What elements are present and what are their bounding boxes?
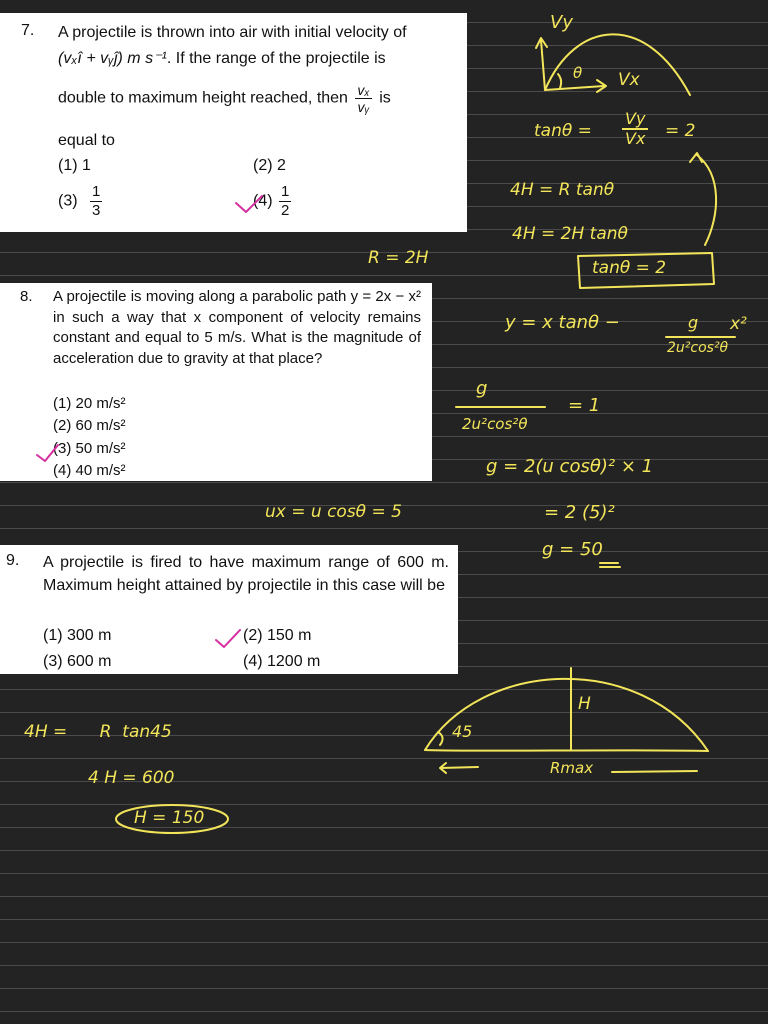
question-7-line1: A projectile is thrown into air with initial velocity of: [58, 24, 407, 41]
arrow-curve-to-tan: [690, 153, 716, 245]
underline-g50: [600, 563, 620, 567]
q9-option-3[interactable]: (3) 600 m: [43, 653, 112, 670]
answer-H-150: H = 150: [134, 808, 205, 828]
fraction-numerator: 1: [281, 183, 290, 200]
equals-two: = 2: [665, 121, 696, 141]
q8-option-4[interactable]: (4) 40 m/s²: [53, 462, 126, 479]
question-8-text: A projectile is moving along a parabolic path y = 2x − x² in such a way that x component of velocity remains constant and equal to 5 m/s. What is the magnitude of acceleration due to gravity at that place?: [53, 288, 421, 367]
trajectory-g: g: [688, 313, 699, 332]
q9-option-4[interactable]: (4) 1200 m: [243, 653, 321, 670]
trajectory-x2: x²: [730, 314, 747, 334]
tan-fraction: [622, 110, 648, 148]
launch-angle-arc: [558, 74, 561, 88]
rmax-label: Rmax: [550, 759, 594, 777]
eq-R-2H: R = 2H: [368, 248, 429, 268]
vy-label: Vy: [550, 12, 573, 33]
eq-4H-R-tan: 4H = R tanθ: [510, 180, 615, 200]
question-7-line4: equal to: [58, 132, 115, 149]
trajectory-denominator: 2u²cos²θ: [667, 340, 729, 356]
velocity-expression: (vₓî + vᵧĵ) m s⁻¹: [58, 50, 167, 67]
fraction-denominator: 2: [281, 202, 290, 219]
angle-45-label: 45: [452, 722, 473, 741]
question-7-number: 7.: [21, 22, 35, 39]
question-7-line3-end: is: [379, 89, 391, 107]
q9-option-2[interactable]: (2) 150 m: [243, 627, 312, 644]
question-9-number: 9.: [6, 552, 20, 569]
q7-option-4-label: (4): [253, 192, 273, 210]
tick-mark-q8: [37, 445, 58, 461]
fraction-numerator: 1: [92, 183, 101, 200]
q9-range-baseline: [425, 750, 708, 751]
g-equation: g = 2(u cosθ)² × 1: [486, 456, 654, 477]
height-label-H: H: [578, 694, 591, 714]
q9-angle-arc: [438, 732, 443, 745]
vx-label: Vx: [618, 70, 640, 90]
q9-right-line: [612, 771, 697, 772]
question-8-number: 8.: [20, 288, 33, 305]
q7-option-3-label: (3): [58, 192, 78, 210]
eq-4H-600: 4 H = 600: [88, 768, 175, 788]
equals-one: = 1: [568, 395, 601, 416]
question-7-line3-text: double to maximum height reached, then: [58, 89, 348, 107]
g-equals-50: g = 50: [542, 539, 603, 560]
q9-option-1[interactable]: (1) 300 m: [43, 627, 112, 644]
q7-option-1[interactable]: (1) 1: [58, 157, 91, 174]
question-9-text: A projectile is fired to have maximum range of 600 m. Maximum height attained by projectile in this case will be: [43, 554, 449, 594]
eq-4H-R-tan45: 4H = R tan45: [24, 722, 172, 742]
tan-fraction-numerator: Vy: [622, 110, 648, 130]
tan-theta-eq: tanθ =: [534, 121, 592, 141]
g-fraction-denominator: 2u²cos²θ: [462, 415, 528, 433]
equals-2-5-squared: = 2 (5)²: [544, 502, 615, 523]
tick-mark-q7: [236, 196, 262, 212]
q8-option-1[interactable]: (1) 20 m/s²: [53, 395, 126, 412]
tick-mark-q9: [216, 630, 240, 647]
question-7-line2-rest: . If the range of the projectile is: [166, 50, 386, 67]
trajectory-equation-lhs: y = x tanθ −: [505, 312, 620, 333]
eq-4H-2H-tan: 4H = 2H tanθ: [512, 224, 628, 244]
fraction-denominator: 3: [92, 202, 101, 219]
boxed-tan-result: tanθ = 2: [592, 258, 667, 278]
fraction-denominator: vᵧ: [357, 99, 370, 115]
tan-fraction-denominator: Vx: [625, 129, 646, 148]
g-fraction-numerator: g: [476, 378, 488, 399]
ux-equation: ux = u cosθ = 5: [265, 502, 402, 522]
q9-left-arrow: [440, 763, 478, 773]
q7-option-2[interactable]: (2) 2: [253, 157, 286, 174]
q8-option-3[interactable]: (3) 50 m/s²: [53, 440, 126, 457]
vy-axis-arrow: [536, 38, 547, 90]
fraction-numerator: vₓ: [357, 82, 370, 98]
q8-option-2[interactable]: (2) 60 m/s²: [53, 417, 126, 434]
theta-label: θ: [573, 64, 583, 82]
